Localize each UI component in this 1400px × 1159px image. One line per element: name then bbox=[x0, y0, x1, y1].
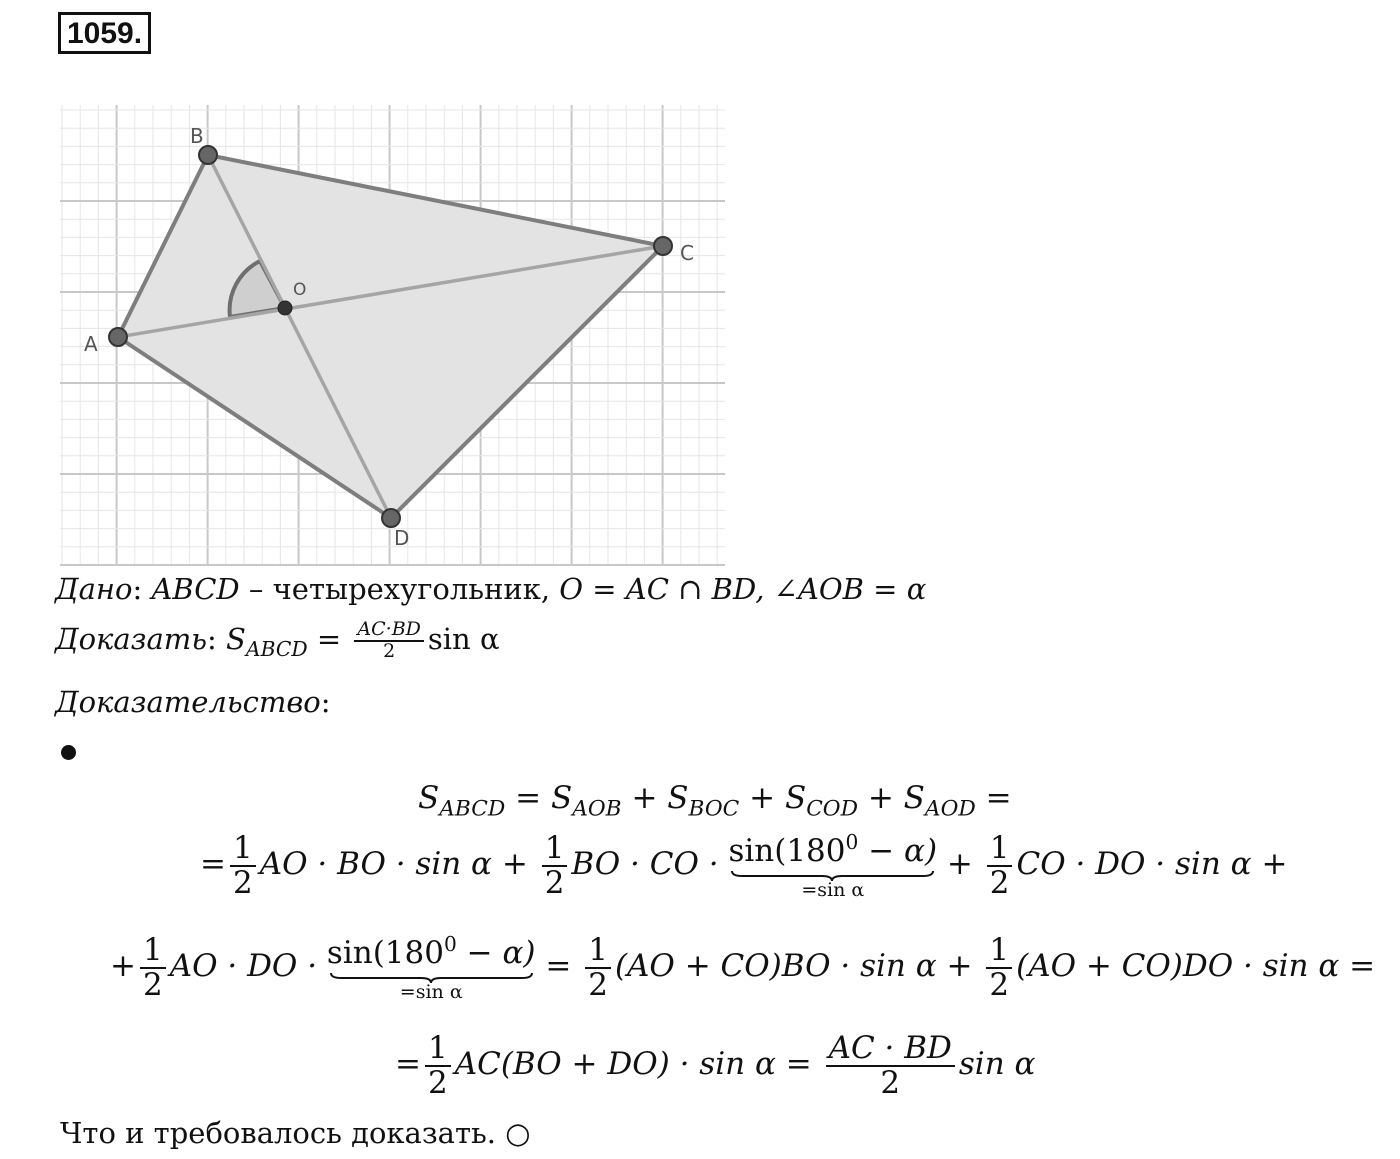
half-fraction: $\frac{1}{2}$ bbox=[585, 934, 611, 1001]
result-fraction: $\frac{AC \cdot BD}{2}$ bbox=[826, 1032, 955, 1099]
equation-line-4: = $\frac{1}{2}$ AC(BO + DO) · sin α = $\frac{AC \cdot BD}{2}$ sin α bbox=[395, 1030, 1036, 1101]
label-d: D bbox=[394, 526, 410, 550]
proof-label: Доказательство bbox=[55, 685, 321, 719]
point-b bbox=[199, 146, 217, 164]
point-c bbox=[654, 237, 672, 255]
quadrilateral-figure bbox=[60, 105, 730, 570]
given-quad: ABCD bbox=[151, 572, 240, 606]
point-d bbox=[382, 509, 400, 527]
point-a bbox=[109, 328, 127, 346]
given-text: – четырехугольник, bbox=[239, 572, 560, 606]
bullet bbox=[61, 745, 76, 760]
equation-line-3: + $\frac{1}{2}$ AO · DO · $\sin(180^0 - \alpha)$ =sin α = $\frac{1}{2}$ (AO + CO)BO · sin α + $\frac{1}{2}$ (AO + CO)DO · sin α = bbox=[110, 931, 1376, 1004]
prove-label: Доказать bbox=[55, 621, 208, 656]
conclusion: Что и требовалось доказать. ○ bbox=[60, 1116, 531, 1150]
half-fraction: $\frac{1}{2}$ bbox=[230, 832, 256, 899]
prove-fraction: $\frac{AC\cdot BD}{2}$ bbox=[354, 620, 424, 662]
label-o: O bbox=[293, 280, 307, 300]
half-fraction: $\frac{1}{2}$ bbox=[425, 1032, 451, 1099]
prove-tail: sin α bbox=[427, 621, 500, 656]
underbrace-sin: $\sin(180^0 - \alpha)$ =sin α bbox=[728, 830, 938, 902]
underbrace-sin: $\sin(180^0 - \alpha)$ =sin α bbox=[326, 932, 536, 1004]
label-c: C bbox=[680, 241, 694, 265]
prove-line: Доказать: $S_{ABCD}$ = $\frac{AC\cdot BD}{2}$ sin α bbox=[55, 618, 500, 662]
prove-lhs: S bbox=[226, 621, 246, 656]
given-label: Дано bbox=[55, 572, 133, 606]
half-fraction: $\frac{1}{2}$ bbox=[986, 934, 1012, 1001]
point-o bbox=[278, 301, 292, 315]
problem-number: 1059. bbox=[58, 12, 151, 54]
half-fraction: $\frac{1}{2}$ bbox=[542, 832, 568, 899]
quadrilateral-fill bbox=[118, 155, 663, 518]
proof-line: Доказательство: bbox=[55, 685, 331, 719]
label-b: B bbox=[190, 124, 204, 148]
half-fraction: $\frac{1}{2}$ bbox=[140, 934, 166, 1001]
prove-lhs-sub: ABCD bbox=[245, 637, 308, 662]
given-line: Дано: ABCD – четырехугольник, O = AC ∩ BD, ∠AOB = α bbox=[55, 572, 927, 606]
label-a: A bbox=[84, 332, 98, 356]
equation-line-2: = $\frac{1}{2}$ AO · BO · sin α + $\frac{1}{2}$ BO · CO · $\sin(180^0 - \alpha)$ =sin α + $\frac{1}{2}$ CO · DO · sin α + bbox=[200, 829, 1288, 902]
equation-line-1: $S_{ABCD} = S_{AOB} + S_{BOC} + S_{COD} + S_{AOD}$ = bbox=[418, 780, 1012, 822]
given-condition: O = AC ∩ BD, ∠AOB = α bbox=[559, 572, 927, 606]
half-fraction: $\frac{1}{2}$ bbox=[987, 832, 1013, 899]
